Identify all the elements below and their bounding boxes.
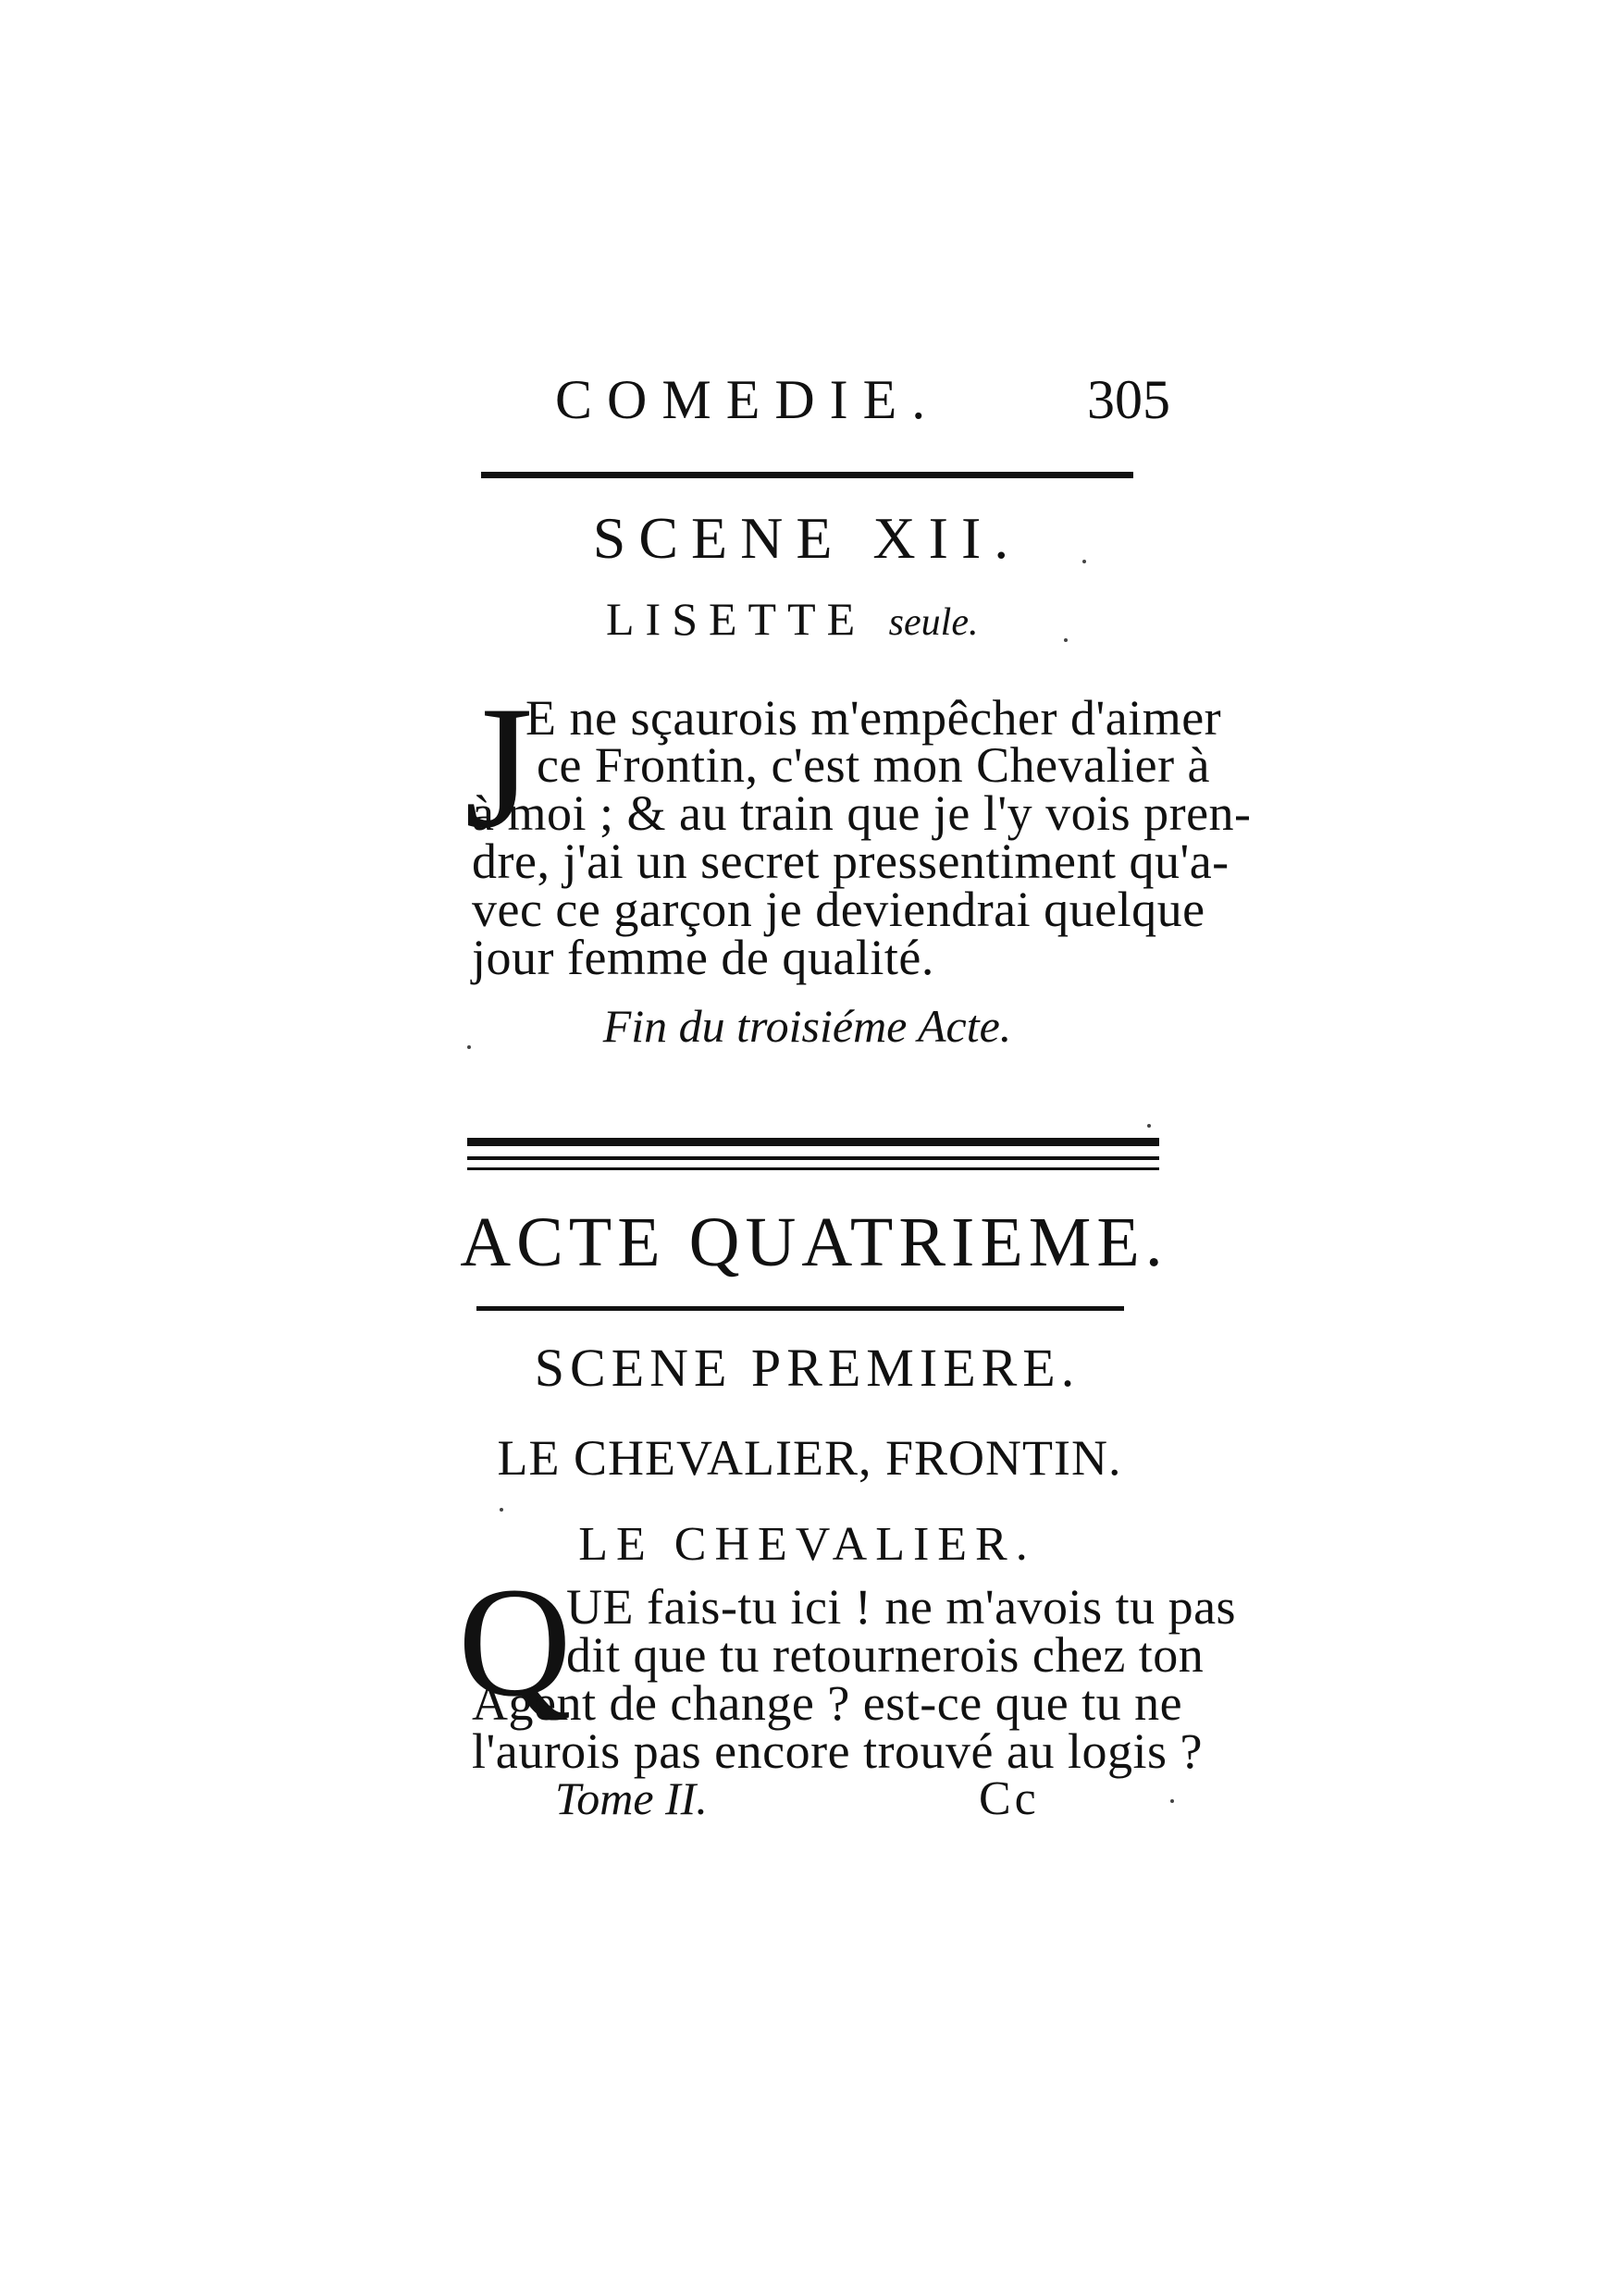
speaker-name: LISETTE xyxy=(606,593,867,645)
running-title: COMEDIE. xyxy=(555,369,941,430)
dropcap-q: Q xyxy=(458,1555,572,1729)
speaker-lisette xyxy=(606,592,978,646)
text-line: l'aurois pas encore trouvé au logis ? xyxy=(472,1723,1203,1779)
scan-speck xyxy=(1170,1799,1174,1803)
text-line: UE fais-tu ici ! ne m'avois tu pas xyxy=(566,1579,1237,1635)
text-line: dre, j'ai un secret pressentiment qu'a- xyxy=(472,833,1230,889)
text-line: Agent de change ? est-ce que tu ne xyxy=(472,1675,1183,1731)
page-number: 305 xyxy=(1087,369,1170,430)
scan-speck xyxy=(467,1045,471,1049)
stage-direction: seule. xyxy=(888,601,979,644)
text-line: jour femme de qualité. xyxy=(472,930,934,985)
act-title-rule xyxy=(476,1306,1124,1311)
text-line: dit que tu retournerois chez ton xyxy=(566,1627,1205,1683)
act-rule-thin xyxy=(467,1156,1159,1160)
scan-speck xyxy=(1147,1124,1151,1128)
header-rule xyxy=(481,472,1133,478)
scan-speck xyxy=(1082,560,1086,563)
text-line: E ne sçaurois m'empêcher d'aimer xyxy=(525,690,1222,746)
act-rule-thick xyxy=(467,1138,1159,1146)
scan-speck xyxy=(1064,638,1068,642)
dropcap-j: J xyxy=(464,671,533,865)
act-rule-thin-2 xyxy=(467,1167,1159,1170)
scan-speck xyxy=(500,1508,503,1512)
signature-mark: Cc xyxy=(979,1772,1040,1825)
text-line: vec ce garçon je deviendrai quelque xyxy=(472,882,1205,937)
scene-title: SCENE XII. xyxy=(592,505,1022,571)
end-of-act: Fin du troisiéme Acte. xyxy=(602,1000,1012,1052)
text-line: à moi ; & au train que je l'y vois pren- xyxy=(472,785,1252,841)
character-list: LE CHEVALIER, FRONTIN. xyxy=(497,1430,1122,1486)
scene-title-premiere: SCENE PREMIERE. xyxy=(534,1338,1081,1398)
volume-label: Tome II. xyxy=(555,1772,708,1824)
text-line: ce Frontin, c'est mon Chevalier à xyxy=(537,737,1211,793)
act-title: ACTE QUATRIEME. xyxy=(460,1204,1168,1281)
speaker-chevalier: LE CHEVALIER. xyxy=(578,1518,1036,1571)
